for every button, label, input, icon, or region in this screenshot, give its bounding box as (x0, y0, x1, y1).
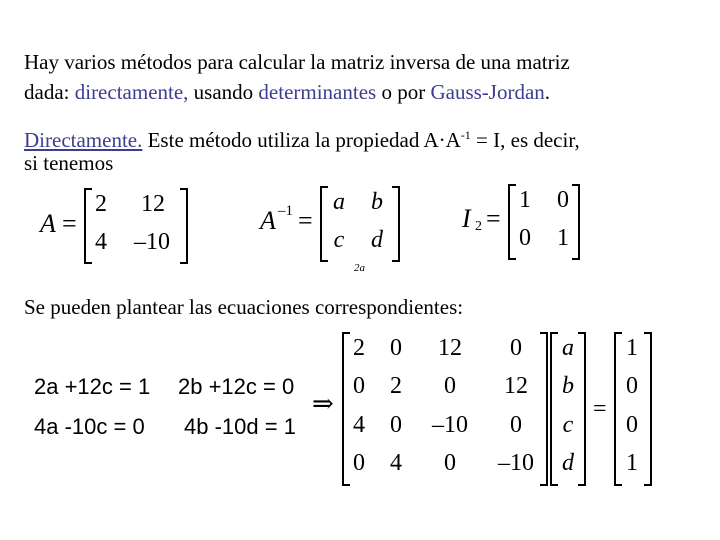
intro-text: Hay varios métodos para calcular la matriz inversa de una matriz (24, 50, 570, 74)
coef-cell: 0 (510, 412, 522, 438)
equations-intro-text: Se pueden plantear las ecuaciones correspondientes: (24, 295, 464, 319)
rhs-cell: 0 (626, 373, 638, 399)
coef-cell: –10 (432, 412, 468, 438)
rhs-cell: 0 (626, 412, 638, 438)
equation: 2b +12c = 0 (178, 374, 295, 399)
matrix-a-label: A (40, 209, 56, 238)
matrix-a-cell: 12 (141, 191, 165, 217)
coef-cell: 0 (353, 373, 365, 399)
coef-cell: 2 (390, 373, 402, 399)
identity-cell: 1 (519, 187, 531, 213)
equation: 4b -10d = 1 (184, 414, 296, 439)
equation: 2a +12c = 1 (34, 374, 151, 399)
coef-cell: 0 (390, 412, 402, 438)
identity-cell: 0 (557, 187, 569, 213)
matrix-ainv-exponent: –1 (278, 203, 293, 219)
coef-cell: 0 (510, 335, 522, 361)
coef-cell: –10 (498, 450, 534, 476)
coef-cell: 2 (353, 335, 365, 361)
matrix-a-right-bracket (180, 188, 188, 264)
matrix-ainv-equals: = (298, 206, 313, 235)
matrix-ainv-cell: c (333, 227, 345, 253)
matrix-ainv-cell: a (333, 189, 345, 215)
direct-line-2-text: si tenemos (24, 151, 114, 175)
matrix-ainv-left-bracket (320, 186, 328, 262)
matrix-a-cell: –10 (134, 229, 170, 255)
identity-subscript: 2 (475, 219, 482, 234)
unknown-cell: c (562, 412, 574, 438)
matrix-ainv-right-bracket (392, 186, 400, 262)
matrix-ainv-cell: d (371, 227, 383, 253)
stray-label: 2a (354, 262, 365, 274)
direct-exponent: -1 (460, 128, 471, 142)
coef-cell: 12 (438, 335, 462, 361)
matrix-a-equals: = (62, 209, 77, 238)
equations-intro (24, 293, 463, 321)
intro-prefix: dada: (24, 80, 75, 104)
coef-cell: 0 (353, 450, 365, 476)
matrix-a-cell: 2 (95, 191, 107, 217)
intro-line-1 (24, 48, 570, 76)
matrix-a-cell: 4 (95, 229, 107, 255)
matrix-ainv-label: A (260, 206, 276, 235)
intro-end: . (544, 80, 551, 104)
direct-line-2 (24, 149, 113, 177)
matrix-ainv-cell: b (371, 189, 383, 215)
unknown-cell: a (562, 335, 574, 361)
unknown-cell: b (562, 373, 574, 399)
identity-cell: 0 (519, 225, 531, 251)
coef-cell: 12 (504, 373, 528, 399)
equals-sign: = (593, 396, 607, 422)
rhs-cell: 1 (626, 335, 638, 361)
unknown-cell: d (562, 450, 574, 476)
method-direct-link[interactable]: directamente, (74, 80, 189, 104)
coef-cell: 0 (444, 373, 456, 399)
coef-cell: 4 (390, 450, 402, 476)
equation: 4a -10c = 0 (34, 414, 145, 439)
direct-heading-link[interactable]: Directamente. (24, 128, 143, 152)
intro-sep-2: o por (376, 80, 431, 104)
rhs-cell: 1 (626, 450, 638, 476)
intro-line-2 (24, 78, 550, 106)
direct-text-a: Este método utiliza la propiedad A·A (142, 128, 461, 152)
identity-cell: 1 (557, 225, 569, 251)
method-determinants-link[interactable]: determinantes (258, 80, 377, 104)
identity-label: I (462, 204, 471, 233)
coef-cell: 0 (390, 335, 402, 361)
direct-text-b: = I, es decir, (470, 128, 580, 152)
coef-cell: 0 (444, 450, 456, 476)
intro-sep-1: usando (188, 80, 259, 104)
coef-cell: 4 (353, 412, 365, 438)
method-gauss-jordan-link[interactable]: Gauss-Jordan (430, 80, 545, 104)
implies-arrow-icon: ⇒ (312, 389, 334, 418)
rhs-right-bracket (644, 332, 652, 486)
identity-equals: = (486, 204, 501, 233)
